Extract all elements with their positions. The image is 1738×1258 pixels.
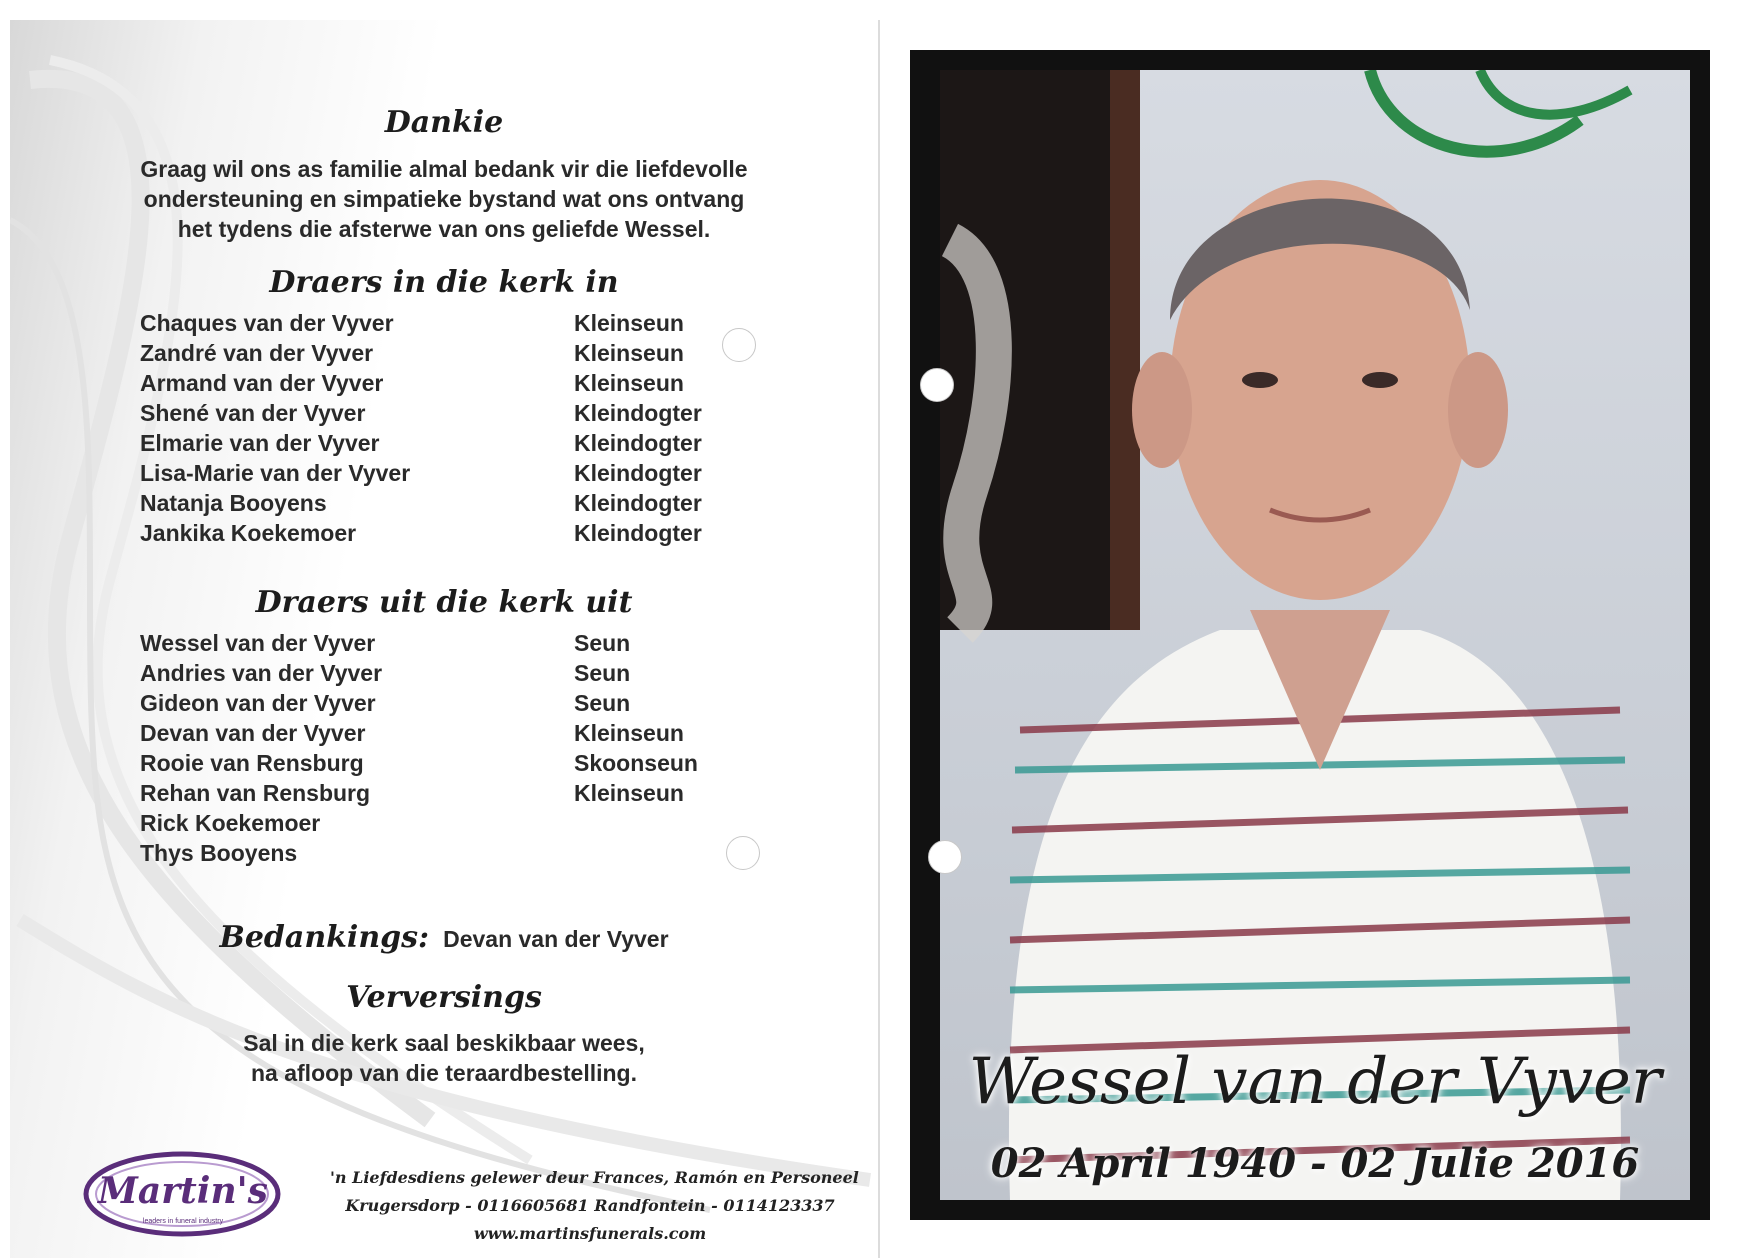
bearer-name: Lisa-Marie van der Vyver xyxy=(140,460,411,486)
list-item xyxy=(140,310,760,340)
logo-text: Martin's xyxy=(98,1170,268,1212)
list-item xyxy=(140,630,760,660)
footer-url: www.martinsfunerals.com xyxy=(473,1224,707,1243)
list-item xyxy=(140,660,760,690)
refreshments-line: na afloop van die teraardbestelling. xyxy=(251,1060,637,1086)
list-item xyxy=(140,780,760,810)
bearer-relation: Seun xyxy=(574,630,631,656)
acknowledgements-value: Devan van der Vyver xyxy=(443,926,669,952)
logo-subtext: leaders in funeral industry xyxy=(142,1218,224,1225)
bearer-name: Thys Booyens xyxy=(140,840,298,866)
bearer-name: Chaques van der Vyver xyxy=(140,310,394,336)
list-item xyxy=(140,690,760,720)
bearer-name: Elmarie van der Vyver xyxy=(140,430,380,456)
footer-line: 'n Liefdesdiens gelewer deur Frances, Ramón en Personeel xyxy=(330,1168,859,1187)
bearer-relation: Kleindogter xyxy=(574,430,702,456)
refreshments-heading: Verversings xyxy=(346,980,542,1015)
bearer-relation: Kleinseun xyxy=(574,720,684,746)
bearer-relation: Kleindogter xyxy=(574,460,702,486)
bearer-name: Gideon van der Vyver xyxy=(140,690,376,716)
bearer-relation: Seun xyxy=(574,690,631,716)
left-page xyxy=(10,20,880,1258)
bearer-relation: Kleinseun xyxy=(574,370,684,396)
bearer-name: Wessel van der Vyver xyxy=(140,630,376,656)
bearer-name: Armand van der Vyver xyxy=(140,370,384,396)
bearers-in-list xyxy=(140,310,760,550)
refreshments-line: Sal in die kerk saal beskikbaar wees, xyxy=(243,1030,645,1056)
bearer-relation: Kleinseun xyxy=(574,780,684,806)
bearer-relation: Kleinseun xyxy=(574,310,684,336)
list-item xyxy=(140,430,760,460)
list-item xyxy=(140,840,760,870)
list-item xyxy=(140,460,760,490)
punch-hole xyxy=(928,840,962,874)
refreshments-text xyxy=(10,1028,878,1088)
list-item xyxy=(140,720,760,750)
thanks-text xyxy=(10,154,878,244)
list-item xyxy=(140,340,760,370)
bearers-out-heading: Draers uit die kerk uit xyxy=(255,585,633,620)
bearer-name: Rooie van Rensburg xyxy=(140,750,364,776)
bearer-name: Rehan van Rensburg xyxy=(140,780,371,806)
list-item xyxy=(140,370,760,400)
punch-hole xyxy=(920,368,954,402)
bearers-out-list xyxy=(140,630,760,870)
footer-line: Krugersdorp - 0116605681 Randfontein - 0114123337 xyxy=(345,1196,835,1215)
acknowledgements-label: Bedankings: xyxy=(219,920,430,955)
thanks-line: het tydens die afsterwe van ons geliefde Wessel. xyxy=(177,216,711,242)
list-item xyxy=(140,520,760,550)
bearer-relation: Kleindogter xyxy=(574,490,702,516)
thanks-heading: Dankie xyxy=(384,105,504,140)
deceased-dates: 02 April 1940 - 02 Julie 2016 xyxy=(990,1140,1640,1187)
bearer-name: Zandré van der Vyver xyxy=(140,340,374,366)
acknowledgements xyxy=(10,920,878,955)
thanks-line: ondersteuning en simpatieke bystand wat ons ontvang xyxy=(143,186,745,212)
list-item xyxy=(140,750,760,780)
list-item xyxy=(140,810,760,840)
bearer-relation: Seun xyxy=(574,660,631,686)
bearer-name: Shené van der Vyver xyxy=(140,400,366,426)
bearer-name: Devan van der Vyver xyxy=(140,720,366,746)
bearer-name: Andries van der Vyver xyxy=(140,660,383,686)
deceased-name: Wessel van der Vyver xyxy=(968,1045,1662,1119)
bearer-relation: Kleindogter xyxy=(574,400,702,426)
bearers-in-heading: Draers in die kerk in xyxy=(269,265,619,300)
thanks-line: Graag wil ons as familie almal bedank vir die liefdevolle xyxy=(140,156,748,182)
bearer-relation: Skoonseun xyxy=(574,750,698,776)
list-item xyxy=(140,400,760,430)
bearer-name: Natanja Booyens xyxy=(140,490,327,516)
bearer-name: Jankika Koekemoer xyxy=(140,520,357,546)
bearer-relation: Kleinseun xyxy=(574,340,684,366)
bearer-relation: Kleindogter xyxy=(574,520,702,546)
bearer-name: Rick Koekemoer xyxy=(140,810,321,836)
portrait-photo xyxy=(940,70,1690,1200)
portrait-illustration xyxy=(940,70,1690,1200)
list-item xyxy=(140,490,760,520)
